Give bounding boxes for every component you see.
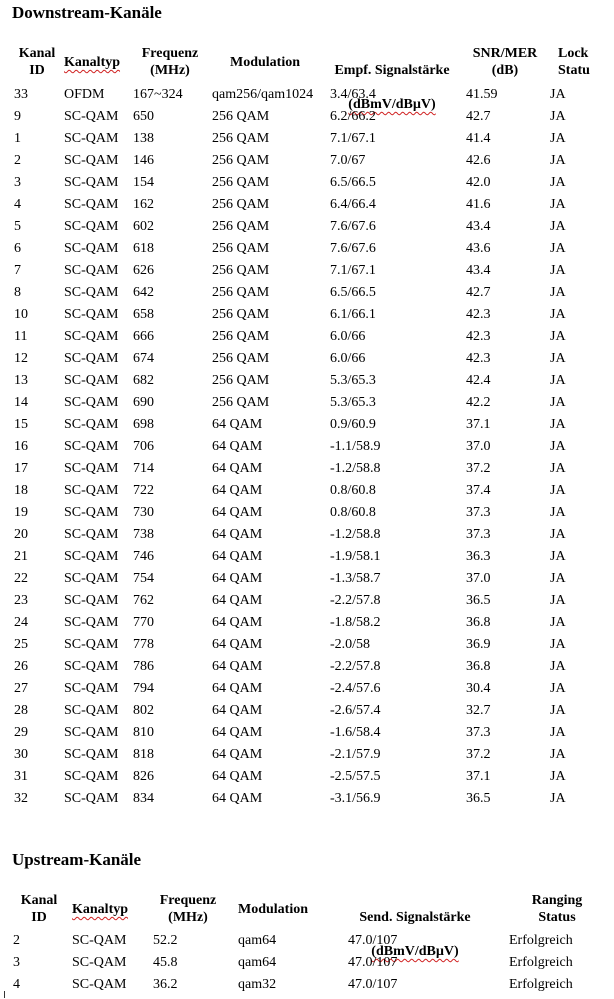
ds-cell-id: 22	[14, 571, 28, 586]
ds-cell-snr: 43.4	[466, 263, 491, 278]
ds-cell-sig: -1.9/58.1	[330, 549, 381, 564]
ds-cell-snr: 37.3	[466, 725, 491, 740]
ds-cell-id: 27	[14, 681, 28, 696]
ds-cell-mod: qam256/qam1024	[212, 87, 314, 102]
ds-header-lock: Lock Statu	[558, 46, 590, 78]
ds-cell-typ: SC-QAM	[64, 307, 119, 322]
ds-cell-freq: 146	[133, 153, 154, 168]
us-header-kanaltyp	[72, 901, 128, 918]
ds-cell-id: 24	[14, 615, 28, 630]
ds-cell-lock: JA	[550, 307, 566, 322]
ds-cell-snr: 41.6	[466, 197, 491, 212]
ds-cell-id: 17	[14, 461, 28, 476]
ds-cell-mod: 64 QAM	[212, 461, 263, 476]
ds-cell-typ: SC-QAM	[64, 109, 119, 124]
ds-cell-lock: JA	[550, 791, 566, 806]
ds-cell-typ: SC-QAM	[64, 351, 119, 366]
ds-cell-lock: JA	[550, 373, 566, 388]
ds-cell-mod: 256 QAM	[212, 263, 270, 278]
us-header-signal-line1: Send. Signalstärke	[359, 910, 471, 925]
ds-cell-freq: 714	[133, 461, 154, 476]
ds-cell-lock: JA	[550, 87, 566, 102]
ds-cell-freq: 722	[133, 483, 154, 498]
ds-cell-snr: 42.7	[466, 109, 491, 124]
downstream-title: Downstream-Kanäle	[12, 3, 162, 22]
ds-cell-snr: 42.3	[466, 351, 491, 366]
ds-cell-id: 7	[14, 263, 21, 278]
us-cell-sig: 47.0/107	[348, 977, 398, 992]
ds-cell-id: 19	[14, 505, 28, 520]
ds-cell-id: 9	[14, 109, 21, 124]
ds-cell-lock: JA	[550, 329, 566, 344]
ds-cell-typ: SC-QAM	[64, 219, 119, 234]
ds-cell-lock: JA	[550, 395, 566, 410]
us-cell-sig: 47.0/107	[348, 933, 398, 948]
ds-cell-snr: 37.1	[466, 417, 491, 432]
ds-cell-mod: 256 QAM	[212, 395, 270, 410]
ds-cell-id: 1	[14, 131, 21, 146]
ds-cell-sig: 7.6/67.6	[330, 241, 376, 256]
ds-cell-lock: JA	[550, 659, 566, 674]
ds-cell-lock: JA	[550, 725, 566, 740]
ds-cell-lock: JA	[550, 417, 566, 432]
ds-cell-typ: SC-QAM	[64, 637, 119, 652]
ds-cell-sig: -2.1/57.9	[330, 747, 381, 762]
us-cell-status: Erfolgreich	[509, 977, 573, 992]
ds-cell-snr: 37.2	[466, 461, 491, 476]
ds-cell-mod: 64 QAM	[212, 681, 263, 696]
ds-cell-freq: 770	[133, 615, 154, 630]
ds-cell-sig: 0.8/60.8	[330, 505, 376, 520]
ds-cell-freq: 154	[133, 175, 154, 190]
ds-cell-typ: SC-QAM	[64, 175, 119, 190]
ds-header-kanal-id: Kanal ID	[18, 46, 56, 78]
ds-cell-snr: 42.0	[466, 175, 491, 190]
ds-cell-id: 12	[14, 351, 28, 366]
ds-cell-mod: 256 QAM	[212, 219, 270, 234]
ds-cell-lock: JA	[550, 483, 566, 498]
ds-cell-sig: -3.1/56.9	[330, 791, 381, 806]
ds-cell-id: 11	[14, 329, 28, 344]
ds-cell-id: 13	[14, 373, 28, 388]
ds-cell-snr: 37.3	[466, 527, 491, 542]
ds-cell-sig: 7.1/67.1	[330, 263, 376, 278]
ds-cell-sig: 0.8/60.8	[330, 483, 376, 498]
ds-cell-mod: 64 QAM	[212, 637, 263, 652]
ds-cell-freq: 690	[133, 395, 154, 410]
ds-cell-snr: 42.7	[466, 285, 491, 300]
ds-cell-sig: 6.4/66.4	[330, 197, 376, 212]
ds-cell-id: 20	[14, 527, 28, 542]
ds-cell-mod: 256 QAM	[212, 197, 270, 212]
ds-cell-typ: SC-QAM	[64, 703, 119, 718]
us-cell-mod: qam64	[238, 933, 277, 948]
ds-cell-freq: 162	[133, 197, 154, 212]
ds-cell-id: 29	[14, 725, 28, 740]
ds-cell-sig: 6.1/66.1	[330, 307, 376, 322]
ds-cell-typ: SC-QAM	[64, 263, 119, 278]
ds-cell-id: 23	[14, 593, 28, 608]
ds-cell-snr: 36.3	[466, 549, 491, 564]
ds-cell-freq: 618	[133, 241, 154, 256]
ds-cell-mod: 64 QAM	[212, 549, 263, 564]
us-header-ranging: Ranging Status	[531, 893, 583, 925]
ds-cell-snr: 36.5	[466, 593, 491, 608]
ds-cell-id: 25	[14, 637, 28, 652]
ds-cell-lock: JA	[550, 219, 566, 234]
ds-cell-id: 4	[14, 197, 21, 212]
ds-cell-freq: 706	[133, 439, 154, 454]
ds-cell-snr: 37.2	[466, 747, 491, 762]
ds-cell-snr: 36.8	[466, 615, 491, 630]
ds-cell-sig: -2.2/57.8	[330, 593, 381, 608]
ds-cell-sig: 6.2/66.2	[330, 109, 376, 124]
ds-cell-sig: -2.5/57.5	[330, 769, 381, 784]
ds-cell-sig: -1.2/58.8	[330, 527, 381, 542]
ds-cell-mod: 64 QAM	[212, 747, 263, 762]
ds-cell-sig: -1.3/58.7	[330, 571, 381, 586]
ds-cell-snr: 42.3	[466, 307, 491, 322]
ds-cell-sig: -2.0/58	[330, 637, 371, 652]
ds-cell-freq: 626	[133, 263, 154, 278]
ds-cell-freq: 762	[133, 593, 154, 608]
ds-cell-sig: 0.9/60.9	[330, 417, 376, 432]
ds-cell-freq: 818	[133, 747, 154, 762]
ds-cell-id: 10	[14, 307, 28, 322]
us-cell-freq: 36.2	[153, 977, 178, 992]
ds-cell-mod: 256 QAM	[212, 153, 270, 168]
ds-cell-mod: 64 QAM	[212, 725, 263, 740]
ds-cell-typ: SC-QAM	[64, 659, 119, 674]
ds-cell-typ: OFDM	[64, 87, 105, 102]
ds-cell-id: 2	[14, 153, 21, 168]
ds-cell-lock: JA	[550, 285, 566, 300]
ds-cell-id: 26	[14, 659, 28, 674]
ds-cell-sig: -2.2/57.8	[330, 659, 381, 674]
ds-cell-snr: 37.0	[466, 571, 491, 586]
ds-cell-typ: SC-QAM	[64, 747, 119, 762]
ds-cell-freq: 602	[133, 219, 154, 234]
ds-cell-snr: 43.4	[466, 219, 491, 234]
ds-cell-mod: 64 QAM	[212, 527, 263, 542]
ds-header-frequenz: Frequenz (MHz)	[141, 46, 199, 78]
ds-cell-freq: 666	[133, 329, 154, 344]
ds-cell-id: 30	[14, 747, 28, 762]
ds-cell-freq: 826	[133, 769, 154, 784]
ds-cell-lock: JA	[550, 527, 566, 542]
ds-header-snr: SNR/MER (dB)	[472, 46, 538, 78]
ds-cell-typ: SC-QAM	[64, 329, 119, 344]
ds-cell-lock: JA	[550, 153, 566, 168]
ds-cell-id: 33	[14, 87, 28, 102]
ds-cell-lock: JA	[550, 175, 566, 190]
us-cell-freq: 45.8	[153, 955, 178, 970]
ds-cell-sig: -1.2/58.8	[330, 461, 381, 476]
ds-cell-sig: 3.4/63.4	[330, 87, 376, 102]
ds-cell-lock: JA	[550, 131, 566, 146]
ds-cell-lock: JA	[550, 637, 566, 652]
ds-cell-typ: SC-QAM	[64, 505, 119, 520]
ds-cell-freq: 138	[133, 131, 154, 146]
ds-cell-id: 18	[14, 483, 28, 498]
ds-cell-freq: 167~324	[133, 87, 183, 102]
ds-cell-snr: 37.1	[466, 769, 491, 784]
ds-header-kanaltyp-text: Kanaltyp	[64, 55, 121, 70]
ds-cell-typ: SC-QAM	[64, 197, 119, 212]
ds-cell-mod: 256 QAM	[212, 241, 270, 256]
us-header-modulation: Modulation	[238, 902, 309, 917]
ds-cell-mod: 64 QAM	[212, 703, 263, 718]
ds-cell-sig: 7.0/67	[330, 153, 366, 168]
us-cell-id: 2	[13, 933, 20, 948]
ds-cell-snr: 36.5	[466, 791, 491, 806]
ds-cell-lock: JA	[550, 109, 566, 124]
ds-cell-freq: 746	[133, 549, 154, 564]
ds-cell-id: 5	[14, 219, 21, 234]
ds-cell-mod: 256 QAM	[212, 109, 270, 124]
ds-cell-freq: 642	[133, 285, 154, 300]
ds-cell-typ: SC-QAM	[64, 395, 119, 410]
ds-cell-lock: JA	[550, 461, 566, 476]
ds-cell-sig: 7.1/67.1	[330, 131, 376, 146]
ds-cell-typ: SC-QAM	[64, 285, 119, 300]
ds-cell-sig: 5.3/65.3	[330, 373, 376, 388]
ds-cell-id: 21	[14, 549, 28, 564]
ds-cell-mod: 64 QAM	[212, 571, 263, 586]
ds-cell-lock: JA	[550, 197, 566, 212]
ds-cell-id: 31	[14, 769, 28, 784]
ds-cell-mod: 64 QAM	[212, 439, 263, 454]
us-cell-id: 3	[13, 955, 20, 970]
us-cell-freq: 52.2	[153, 933, 178, 948]
ds-cell-freq: 802	[133, 703, 154, 718]
ds-cell-freq: 730	[133, 505, 154, 520]
us-header-kanal-id: Kanal ID	[20, 893, 58, 925]
ds-cell-freq: 682	[133, 373, 154, 388]
us-cell-mod: qam32	[238, 977, 277, 992]
ds-cell-typ: SC-QAM	[64, 681, 119, 696]
ds-cell-snr: 42.6	[466, 153, 491, 168]
ds-cell-typ: SC-QAM	[64, 417, 119, 432]
ds-cell-lock: JA	[550, 615, 566, 630]
ds-cell-sig: 6.0/66	[330, 351, 366, 366]
ds-cell-id: 28	[14, 703, 28, 718]
ds-cell-snr: 42.4	[466, 373, 491, 388]
us-cell-typ: SC-QAM	[72, 955, 127, 970]
ds-cell-freq: 778	[133, 637, 154, 652]
ds-cell-id: 32	[14, 791, 28, 806]
ds-cell-typ: SC-QAM	[64, 483, 119, 498]
ds-cell-mod: 64 QAM	[212, 791, 263, 806]
us-header-frequenz: Frequenz (MHz)	[159, 893, 217, 925]
ds-cell-sig: -1.8/58.2	[330, 615, 381, 630]
ds-cell-freq: 674	[133, 351, 154, 366]
ds-cell-id: 14	[14, 395, 28, 410]
ds-cell-mod: 64 QAM	[212, 615, 263, 630]
ds-cell-lock: JA	[550, 241, 566, 256]
ds-cell-freq: 786	[133, 659, 154, 674]
ds-cell-typ: SC-QAM	[64, 153, 119, 168]
ds-cell-sig: 6.0/66	[330, 329, 366, 344]
ds-cell-typ: SC-QAM	[64, 769, 119, 784]
ds-cell-sig: -2.4/57.6	[330, 681, 381, 696]
ds-cell-lock: JA	[550, 351, 566, 366]
upstream-title: Upstream-Kanäle	[12, 850, 142, 869]
ds-cell-id: 8	[14, 285, 21, 300]
ds-cell-id: 16	[14, 439, 28, 454]
ds-cell-mod: 256 QAM	[212, 307, 270, 322]
ds-cell-mod: 64 QAM	[212, 659, 263, 674]
ds-cell-lock: JA	[550, 439, 566, 454]
ds-cell-typ: SC-QAM	[64, 131, 119, 146]
ds-cell-freq: 650	[133, 109, 154, 124]
us-cell-mod: qam64	[238, 955, 277, 970]
ds-header-kanaltyp	[64, 54, 120, 71]
ds-cell-snr: 32.7	[466, 703, 491, 718]
ds-cell-id: 15	[14, 417, 28, 432]
ds-cell-id: 3	[14, 175, 21, 190]
ds-cell-freq: 698	[133, 417, 154, 432]
ds-cell-mod: 64 QAM	[212, 417, 263, 432]
ds-cell-lock: JA	[550, 681, 566, 696]
ds-cell-snr: 43.6	[466, 241, 491, 256]
us-header-kanaltyp-text: Kanaltyp	[72, 902, 129, 917]
ds-cell-freq: 754	[133, 571, 154, 586]
ds-cell-lock: JA	[550, 505, 566, 520]
ds-cell-snr: 37.3	[466, 505, 491, 520]
ds-cell-snr: 42.2	[466, 395, 491, 410]
ds-cell-sig: 6.5/66.5	[330, 285, 376, 300]
ds-cell-typ: SC-QAM	[64, 549, 119, 564]
ds-cell-lock: JA	[550, 549, 566, 564]
ds-cell-mod: 256 QAM	[212, 329, 270, 344]
ds-cell-mod: 256 QAM	[212, 373, 270, 388]
ds-cell-snr: 41.59	[466, 87, 498, 102]
ds-cell-snr: 30.4	[466, 681, 491, 696]
ds-cell-freq: 658	[133, 307, 154, 322]
ds-cell-sig: 7.6/67.6	[330, 219, 376, 234]
ds-cell-typ: SC-QAM	[64, 373, 119, 388]
us-cell-status: Erfolgreich	[509, 933, 573, 948]
ds-cell-mod: 64 QAM	[212, 593, 263, 608]
ds-cell-sig: -1.1/58.9	[330, 439, 381, 454]
us-cell-typ: SC-QAM	[72, 933, 127, 948]
ds-cell-typ: SC-QAM	[64, 725, 119, 740]
ds-cell-lock: JA	[550, 769, 566, 784]
ds-cell-typ: SC-QAM	[64, 439, 119, 454]
ds-cell-lock: JA	[550, 593, 566, 608]
ds-cell-mod: 64 QAM	[212, 483, 263, 498]
ds-cell-mod: 64 QAM	[212, 505, 263, 520]
ds-header-signal-line1: Empf. Signalstärke	[334, 63, 450, 78]
ds-cell-snr: 41.4	[466, 131, 491, 146]
ds-cell-snr: 36.8	[466, 659, 491, 674]
ds-cell-sig: 5.3/65.3	[330, 395, 376, 410]
ds-cell-id: 6	[14, 241, 21, 256]
ds-cell-mod: 256 QAM	[212, 175, 270, 190]
us-cell-id: 4	[13, 977, 20, 992]
ds-cell-typ: SC-QAM	[64, 615, 119, 630]
ds-cell-mod: 256 QAM	[212, 131, 270, 146]
ds-cell-freq: 810	[133, 725, 154, 740]
ds-cell-sig: 6.5/66.5	[330, 175, 376, 190]
ds-cell-mod: 256 QAM	[212, 351, 270, 366]
ds-cell-typ: SC-QAM	[64, 571, 119, 586]
ds-cell-lock: JA	[550, 571, 566, 586]
us-cell-status: Erfolgreich	[509, 955, 573, 970]
ds-cell-lock: JA	[550, 747, 566, 762]
ds-cell-freq: 794	[133, 681, 154, 696]
ds-cell-sig: -2.6/57.4	[330, 703, 381, 718]
ds-cell-typ: SC-QAM	[64, 527, 119, 542]
ds-cell-typ: SC-QAM	[64, 593, 119, 608]
us-cell-sig: 47.0/107	[348, 955, 398, 970]
ds-cell-snr: 37.4	[466, 483, 491, 498]
ds-cell-lock: JA	[550, 263, 566, 278]
ds-header-signal-line2: (dBmV/dBµV)	[348, 97, 436, 112]
ds-cell-lock: JA	[550, 703, 566, 718]
ds-cell-sig: -1.6/58.4	[330, 725, 381, 740]
ds-cell-mod: 64 QAM	[212, 769, 263, 784]
us-header-signal-line2: (dBmV/dBµV)	[371, 944, 459, 959]
ds-cell-freq: 834	[133, 791, 154, 806]
ds-cell-snr: 36.9	[466, 637, 491, 652]
ds-cell-typ: SC-QAM	[64, 461, 119, 476]
ds-cell-snr: 37.0	[466, 439, 491, 454]
ds-cell-snr: 42.3	[466, 329, 491, 344]
text-cursor	[4, 991, 5, 998]
ds-header-modulation: Modulation	[230, 55, 301, 70]
ds-cell-typ: SC-QAM	[64, 791, 119, 806]
ds-cell-freq: 738	[133, 527, 154, 542]
ds-cell-typ: SC-QAM	[64, 241, 119, 256]
ds-cell-mod: 256 QAM	[212, 285, 270, 300]
us-cell-typ: SC-QAM	[72, 977, 127, 992]
